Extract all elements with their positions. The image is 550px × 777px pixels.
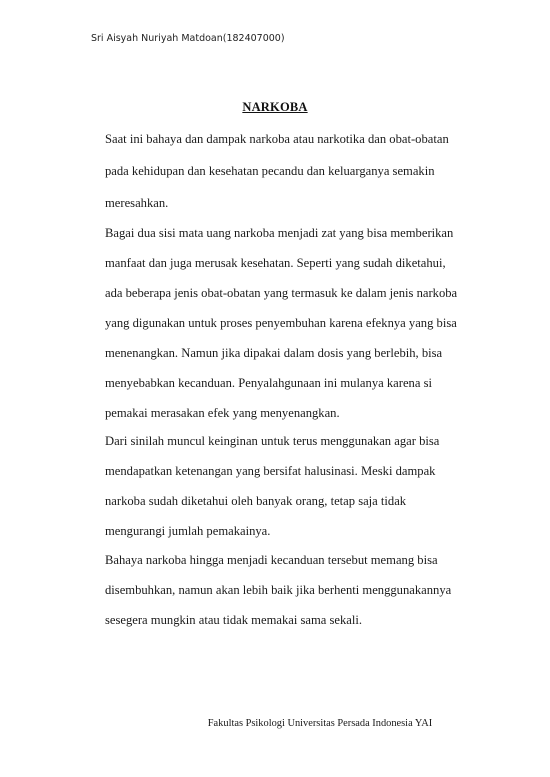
- body-line: mendapatkan ketenangan yang bersifat halusinasi. Meski dampak: [105, 464, 436, 478]
- body-line: mengurangi jumlah pemakainya.: [105, 524, 271, 538]
- body-line: narkoba sudah diketahui oleh banyak orang, tetap saja tidak: [105, 494, 407, 508]
- body-line: menyebabkan kecanduan. Penyalahgunaan ini mulanya karena si: [105, 376, 432, 390]
- page-header: Sri Aisyah Nuriyah Matdoan(182407000): [91, 33, 285, 44]
- body-line: meresahkan.: [105, 196, 169, 210]
- document-title: NARKOBA: [242, 100, 308, 114]
- body-line: Bagai dua sisi mata uang narkoba menjadi zat yang bisa memberikan: [105, 226, 454, 240]
- body-line: sesegera mungkin atau tidak memakai sama sekali.: [105, 613, 363, 627]
- page-footer: Fakultas Psikologi Universitas Persada Indonesia YAI: [207, 718, 433, 729]
- body-line: Dari sinilah muncul keinginan untuk terus menggunakan agar bisa: [105, 434, 440, 448]
- body-line: manfaat dan juga merusak kesehatan. Seperti yang sudah diketahui,: [105, 256, 446, 270]
- body-line: Bahaya narkoba hingga menjadi kecanduan tersebut memang bisa: [105, 553, 438, 567]
- body-line: menenangkan. Namun jika dipakai dalam dosis yang berlebih, bisa: [105, 346, 443, 360]
- body-line: pemakai merasakan efek yang menyenangkan.: [105, 406, 340, 420]
- body-line: ada beberapa jenis obat-obatan yang termasuk ke dalam jenis narkoba: [105, 286, 458, 300]
- body-line: Saat ini bahaya dan dampak narkoba atau narkotika dan obat-obatan: [105, 132, 449, 146]
- body-line: yang digunakan untuk proses penyembuhan karena efeknya yang bisa: [105, 316, 457, 330]
- body-line: disembuhkan, namun akan lebih baik jika berhenti menggunakannya: [105, 583, 452, 597]
- body-line: pada kehidupan dan kesehatan pecandu dan keluarganya semakin: [105, 164, 435, 178]
